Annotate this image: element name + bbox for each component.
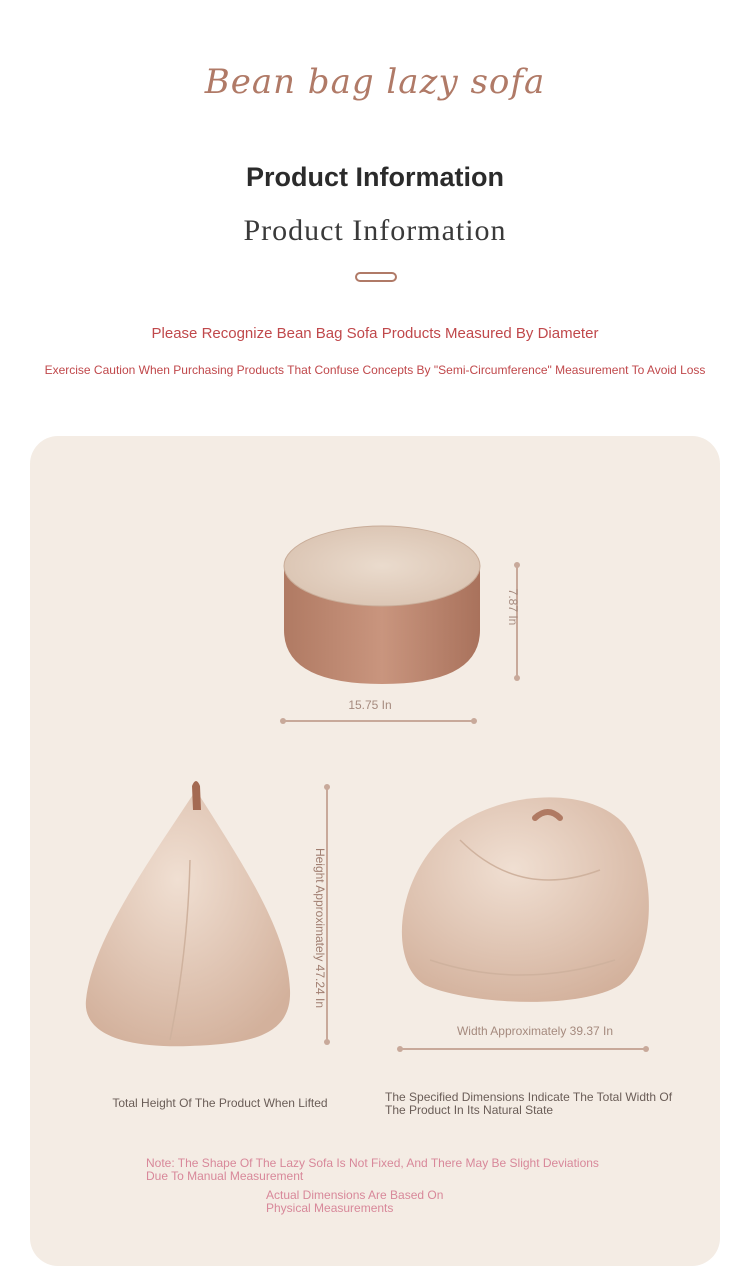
lifted-beanbag-image xyxy=(86,781,290,1046)
notice-main: Please Recognize Bean Bag Sofa Products Measured By Diameter xyxy=(151,325,599,342)
lifted-caption: Total Height Of The Product When Lifted xyxy=(112,1096,328,1110)
section-title-serif: Product Information xyxy=(243,214,507,247)
pouf-width-label: 15.75 In xyxy=(348,698,392,712)
natural-beanbag-image xyxy=(402,797,649,1002)
pouf-image xyxy=(284,526,480,684)
notice-sub: Exercise Caution When Purchasing Products That Confuse Concepts By "Semi-Circumference" Measurement To Avoid Loss xyxy=(44,363,706,377)
natural-caption: The Specified Dimensions Indicate The Total Width Of The Product In Its Natural State xyxy=(385,1090,673,1117)
section-title-bold: Product Information xyxy=(246,162,504,192)
script-title: Bean bag lazy sofa xyxy=(204,62,546,102)
actual-dimensions-text: Actual Dimensions Are Based On Physical Measurements xyxy=(266,1188,444,1215)
pouf-height-label: 7.87 In xyxy=(506,588,520,626)
natural-width-line xyxy=(397,1046,649,1052)
lifted-height-label: Height Approximately 47.24 In xyxy=(313,847,327,1009)
note-text: Note: The Shape Of The Lazy Sofa Is Not Fixed, And There May Be Slight Deviations Due To Manual Measurement xyxy=(146,1156,599,1183)
pouf-width-line xyxy=(280,718,477,724)
natural-width-label: Width Approximately 39.37 In xyxy=(456,1024,614,1038)
